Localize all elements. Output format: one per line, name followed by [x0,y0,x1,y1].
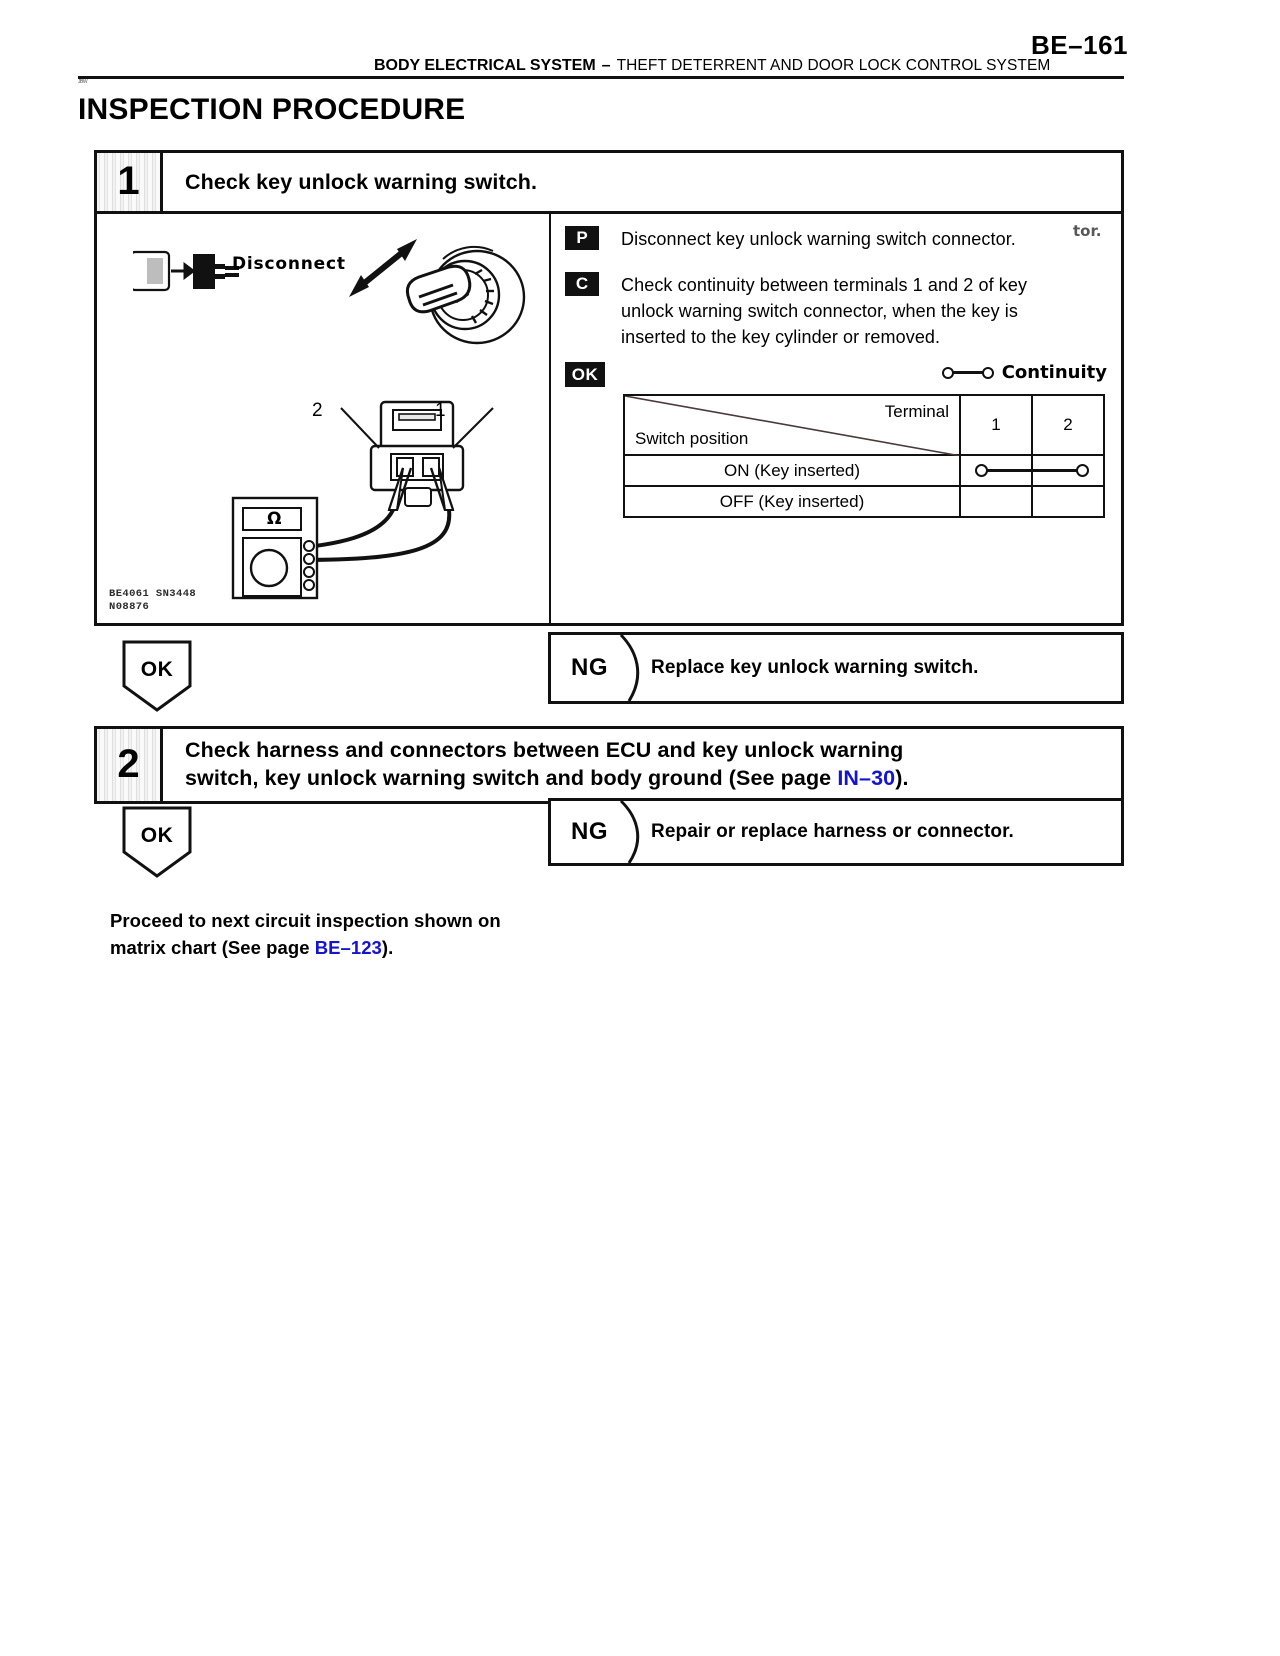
step-2-title-line-2 [185,765,909,793]
continuity-dot-icon [975,464,988,477]
step-2-ng-box [548,798,1124,866]
continuity-wire [986,469,1033,472]
disconnect-label: Disconnect [232,254,346,274]
row-off-terminal-2 [1032,486,1104,517]
step-2-title-post: ). [895,766,909,790]
row-on-terminal-1 [960,455,1032,486]
bottom-note-line-2 [110,935,501,962]
step-2-title-line-1: Check harness and connectors between ECU and key unlock warning [185,738,904,763]
table-header-row [624,395,1104,455]
header-separator: – [601,57,611,74]
bottom-note-post: ). [381,936,394,958]
continuity-symbol-icon [942,366,994,380]
table-row [624,486,1104,517]
step-2-ok-shield [120,806,194,878]
page-title: INSPECTION PROCEDURE [78,93,466,126]
step-1-number-cell [97,153,163,211]
page-number: BE–161 [1031,30,1128,60]
step-1-ng-box [548,632,1124,704]
step-1-ok-label: OK [140,658,174,681]
step-2-ng-label: NG [571,818,608,845]
step-1-body [94,214,1124,626]
row-off-terminal-1 [960,486,1032,517]
step-1-header [94,150,1124,214]
bottom-note-pre: matrix chart (See page [110,936,315,958]
bottom-note [110,908,501,962]
terminal-2-label: 2 [312,400,323,421]
badge-ok: OK [565,362,605,387]
header-rule [78,76,1124,79]
badge-p: P [565,226,599,250]
step-2-title [163,729,1121,801]
terminal-1-label: 1 [435,400,446,421]
step-2-number-cell [97,729,163,801]
figure-code-line-1: BE4061 SN3448 [109,588,197,600]
row-on-terminal-2 [1032,455,1104,486]
table-header-terminal: Terminal [884,402,949,421]
table-row [624,455,1104,486]
figure-key-unlock-switch [97,214,549,614]
ohm-symbol: Ω [267,509,282,529]
step-2-header [94,726,1124,804]
step-1-title: Check key unlock warning switch. [185,169,538,194]
page-header [0,0,1280,84]
ng-divider-icon [619,801,649,863]
disconnect-icon [133,246,243,300]
link-be-123[interactable]: BE–123 [314,936,382,958]
row-off-label: OFF (Key inserted) [624,486,960,517]
step-2-title-pre: switch, key unlock warning switch and body ground (See page [185,766,838,790]
figure-code [109,588,196,614]
step-1-ok-shield [120,640,194,712]
step-1-number: 1 [117,159,140,203]
row-on-label: ON (Key inserted) [624,455,960,486]
step-1-ng-text: Replace key unlock warning switch. [651,657,979,678]
table-col-2: 2 [1032,395,1104,455]
bottom-note-line-1: Proceed to next circuit inspection shown on [110,910,501,931]
table-corner-cell [624,395,960,455]
instruction-p [565,226,1105,252]
body-divider [549,214,551,626]
scan-artifact-text: tor. [1073,222,1102,240]
continuity-wire [1031,469,1078,472]
continuity-legend [942,362,1107,383]
badge-c: C [565,272,599,296]
header-system: BODY ELECTRICAL SYSTEM [374,57,596,74]
link-in-30[interactable]: IN–30 [837,766,896,790]
continuity-table [623,394,1105,518]
header-breadcrumb [374,57,1050,75]
table-col-1: 1 [960,395,1032,455]
instruction-p-text: Disconnect key unlock warning switch connector. [621,229,1016,249]
instruction-c [565,272,1065,350]
header-subsystem: THEFT DETERRENT AND DOOR LOCK CONTROL SYSTEM [616,57,1051,74]
step-1-ng-label: NG [571,654,608,681]
step-2-number: 2 [117,742,140,786]
step-2-ok-label: OK [140,824,174,847]
key-cylinder-illustration [347,229,537,379]
instruction-c-text: Check continuity between terminals 1 and 2 of key unlock warning switch connector, when the key is inserted to the key cylinder or removed. [621,275,1028,348]
continuity-legend-label: Continuity [1001,362,1107,383]
continuity-dot-icon [1076,464,1089,477]
ng-divider-icon [619,635,649,701]
table-header-switch-position: Switch position [635,429,749,448]
figure-code-line-2: N08876 [109,601,150,614]
scan-speck: JBW [78,79,88,85]
step-2-ng-text: Repair or replace harness or connector. [651,821,1014,842]
